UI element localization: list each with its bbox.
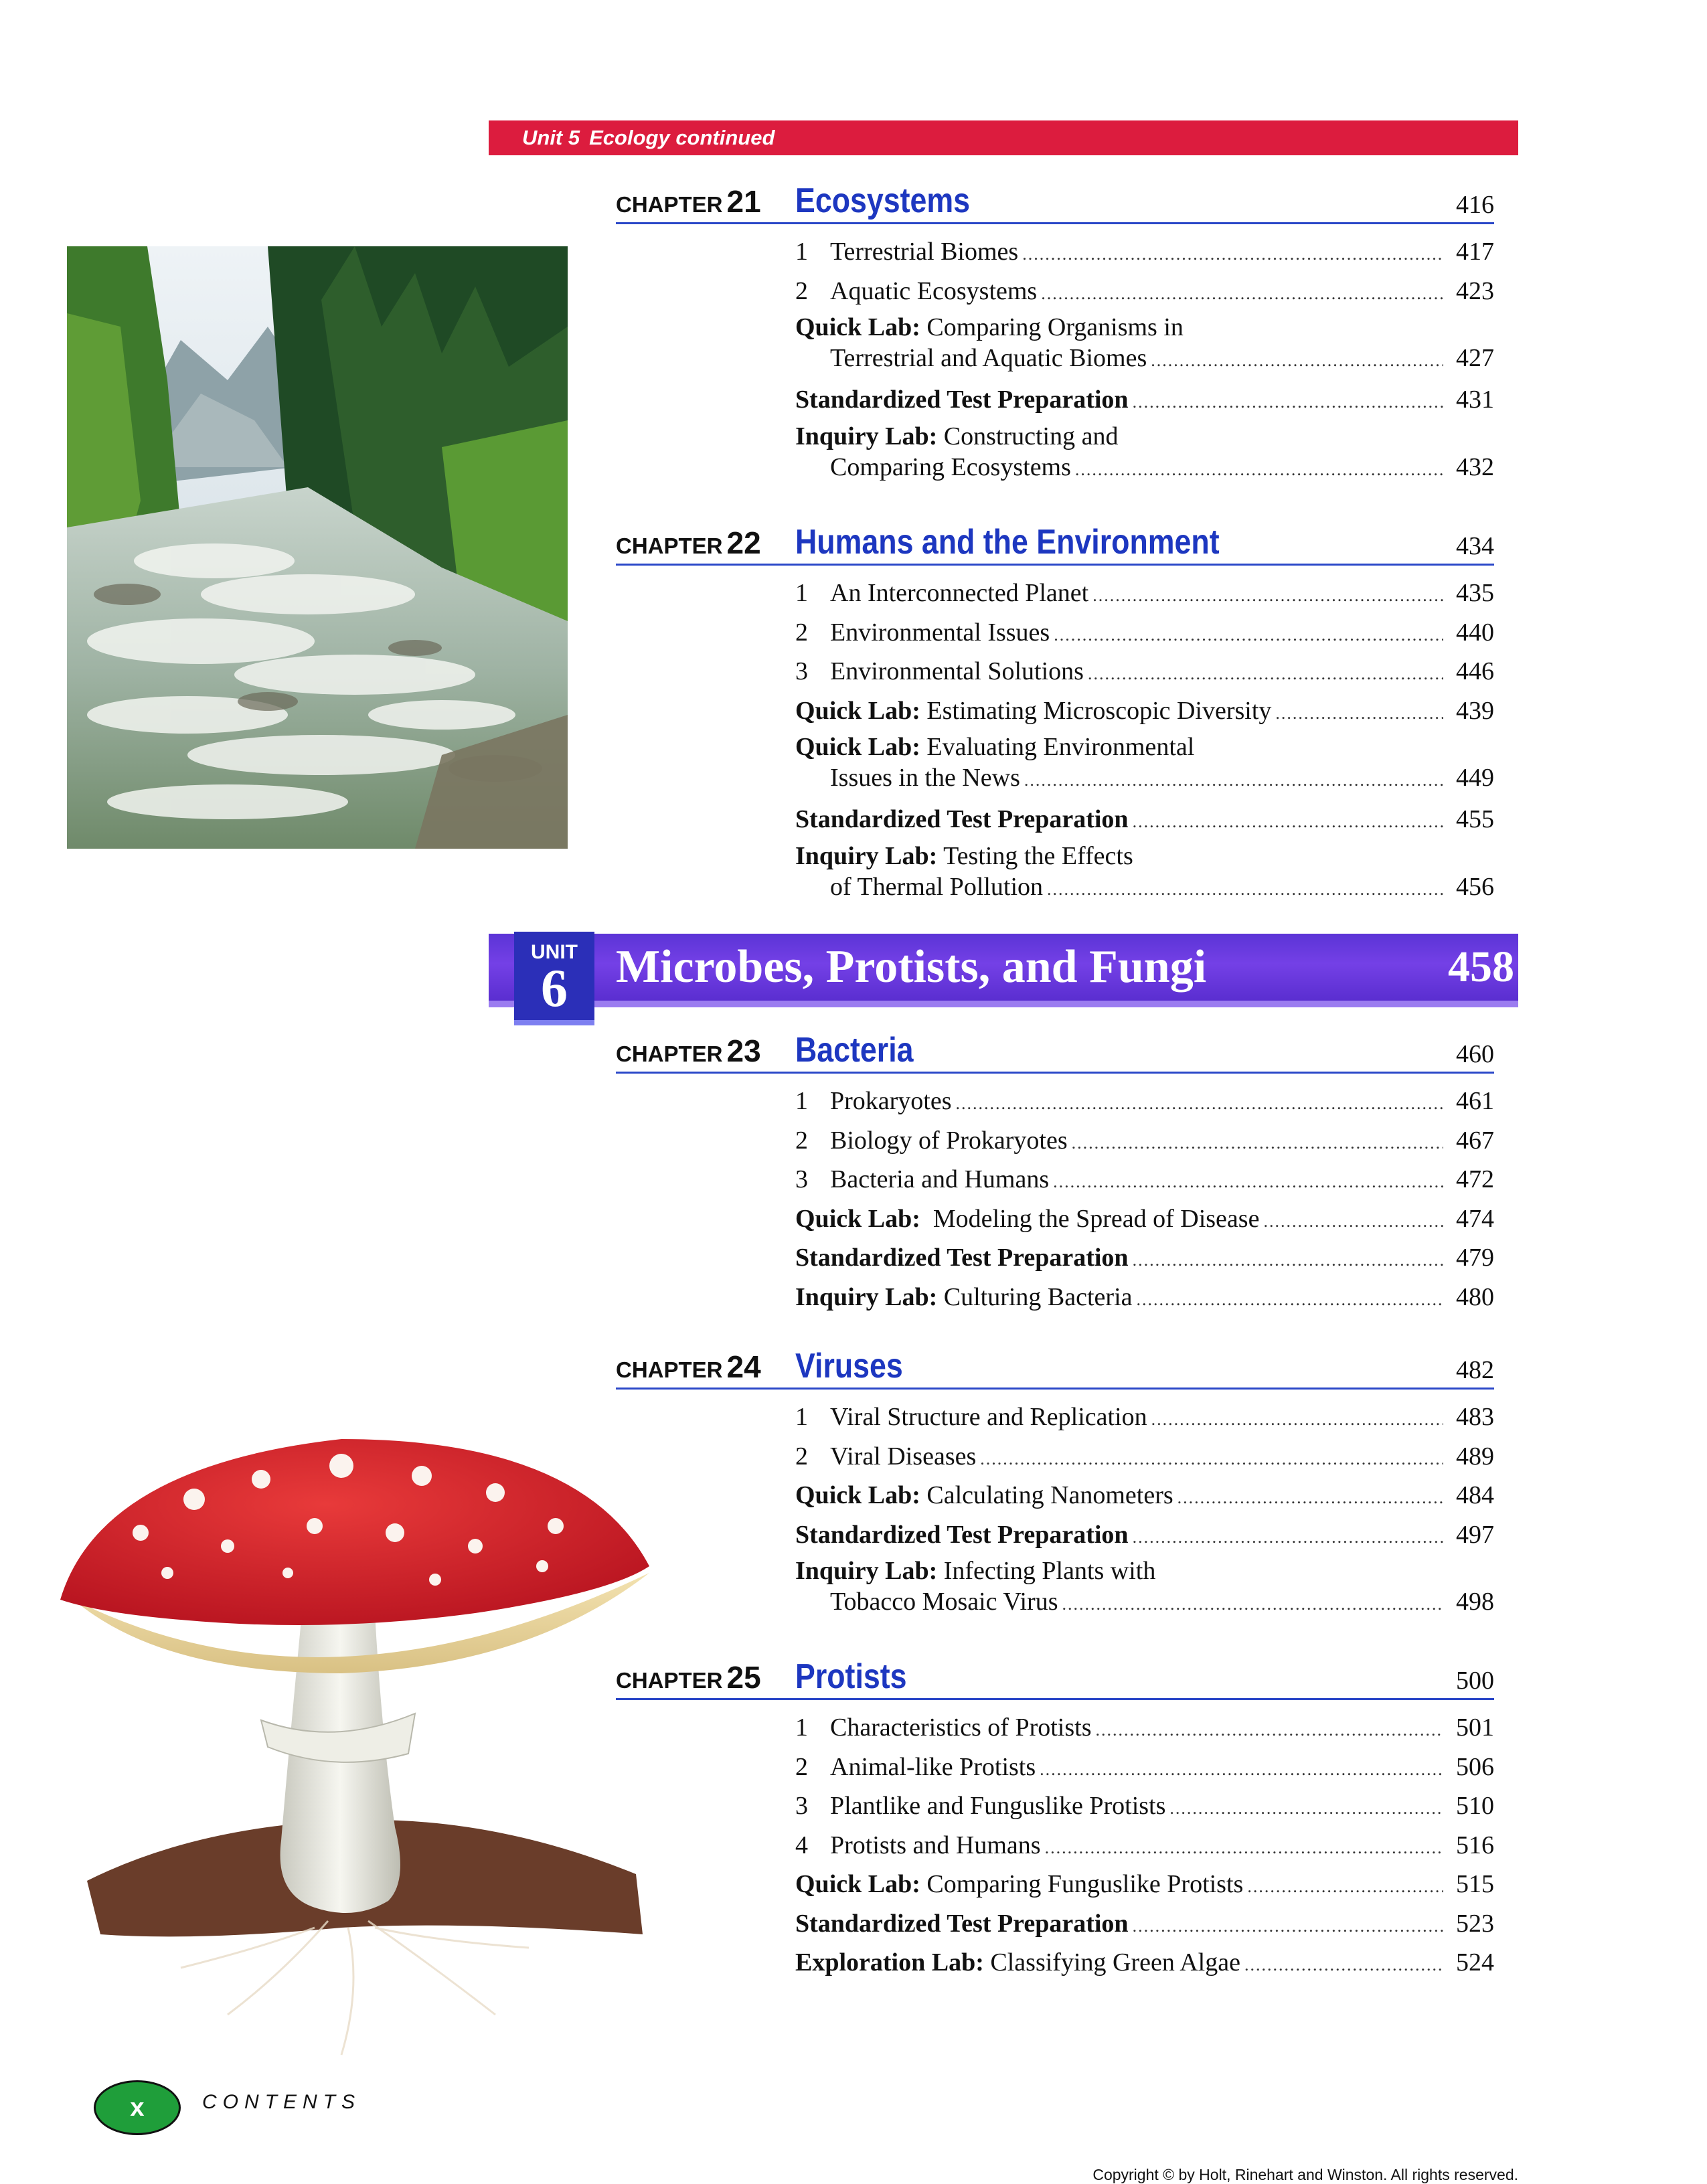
chapter-page: 434 (1456, 532, 1494, 560)
chapter-23 (616, 1031, 1494, 1318)
unit-5-subtitle: Ecology continued (589, 126, 775, 149)
toc-entry[interactable]: 2 Biology of Prokaryotes ..... 467 (795, 1122, 1494, 1162)
toc-entry[interactable]: 4 Protists and Humans ..... 516 (795, 1827, 1494, 1867)
chapter-number: 21 (726, 184, 761, 219)
toc-entry[interactable]: Quick Lab: Modeling the Spread of Disease ..... 474 (795, 1201, 1494, 1240)
chapter-page: 416 (1456, 191, 1494, 219)
toc-entry[interactable]: 1 Viral Structure and Replication ..... 483 (795, 1399, 1494, 1438)
toc-entry[interactable]: Standardized Test Preparation ..... 455 (795, 801, 1494, 841)
toc-entry[interactable]: Inquiry Lab: Constructing and Comparing Ecosystems ..... 432 (795, 421, 1494, 485)
chapter-22-header (616, 523, 1494, 566)
chapter-number: 25 (726, 1660, 761, 1695)
toc-entry[interactable]: Inquiry Lab: Culturing Bacteria ..... 480 (795, 1279, 1494, 1319)
chapter-24 (616, 1347, 1494, 1625)
unit-6-badge (514, 932, 594, 1025)
page-number-badge: x (94, 2080, 181, 2135)
chapter-25-header (616, 1657, 1494, 1700)
toc-entry[interactable]: Inquiry Lab: Infecting Plants with Tobacco Mosaic Virus ..... 498 (795, 1556, 1494, 1620)
toc-entry[interactable]: Quick Lab: Evaluating Environmental Issues in the News ..... 449 (795, 732, 1494, 796)
chapter-25 (616, 1657, 1494, 1984)
toc-entry[interactable]: 1 Prokaryotes ..... 461 (795, 1083, 1494, 1122)
unit-5-label: Unit 5 (522, 126, 580, 149)
toc-entry[interactable]: Quick Lab: Comparing Organisms in Terrestrial and Aquatic Biomes ..... 427 (795, 312, 1494, 376)
chapter-label: CHAPTER 23 (616, 1033, 761, 1068)
unit-number: 6 (541, 959, 568, 1018)
unit-label: UNIT (531, 941, 578, 963)
river-forest-photo (67, 246, 568, 849)
toc-entry[interactable]: 2 Aquatic Ecosystems ..... 423 (795, 273, 1494, 313)
toc-entry[interactable]: 3 Plantlike and Funguslike Protists ..... 510 (795, 1788, 1494, 1827)
chapter-label: CHAPTER 25 (616, 1660, 761, 1695)
unit-6-page: 458 (1448, 942, 1514, 991)
toc-entry[interactable]: 1 Characteristics of Protists ..... 501 (795, 1709, 1494, 1749)
toc-entry[interactable]: Standardized Test Preparation ..... 479 (795, 1240, 1494, 1279)
toc-entry[interactable]: Quick Lab: Comparing Funguslike Protists ..... 515 (795, 1866, 1494, 1906)
toc-entry[interactable]: 1 Terrestrial Biomes ..... 417 (795, 234, 1494, 273)
chapter-title[interactable]: Ecosystems (795, 181, 971, 220)
chapter-label: CHAPTER 22 (616, 525, 761, 560)
toc-entry[interactable]: Standardized Test Preparation ..... 431 (795, 382, 1494, 421)
amanita-mushroom-illustration (60, 1412, 663, 2082)
chapter-21 (616, 181, 1494, 491)
chapter-number: 23 (726, 1033, 761, 1068)
chapter-label: CHAPTER 21 (616, 184, 761, 219)
chapter-page: 460 (1456, 1040, 1494, 1068)
chapter-22 (616, 523, 1494, 910)
chapter-number: 24 (726, 1349, 761, 1384)
chapter-title[interactable]: Bacteria (795, 1031, 914, 1070)
toc-entry[interactable]: 3 Bacteria and Humans ..... 472 (795, 1161, 1494, 1201)
unit-6-title[interactable]: Microbes, Protists, and Fungi (616, 941, 1207, 993)
toc-entry[interactable]: Quick Lab: Estimating Microscopic Diversity ..... 439 (795, 693, 1494, 732)
chapter-21-header (616, 181, 1494, 224)
chapter-label: CHAPTER 24 (616, 1349, 761, 1384)
chapter-23-header (616, 1031, 1494, 1074)
copyright-notice: Copyright © by Holt, Rinehart and Winston. All rights reserved. (1092, 2166, 1518, 2183)
chapter-title[interactable]: Humans and the Environment (795, 523, 1220, 562)
toc-entry[interactable]: 1 An Interconnected Planet ..... 435 (795, 575, 1494, 614)
toc-entry[interactable]: 2 Viral Diseases ..... 489 (795, 1438, 1494, 1478)
chapter-24-header (616, 1347, 1494, 1390)
unit-5-header-bar (489, 120, 1518, 155)
toc-entry[interactable]: Standardized Test Preparation ..... 497 (795, 1517, 1494, 1556)
chapter-title[interactable]: Viruses (795, 1347, 903, 1385)
toc-entry[interactable]: 2 Animal-like Protists ..... 506 (795, 1749, 1494, 1788)
chapter-number: 22 (726, 525, 761, 560)
toc-entry[interactable]: 3 Environmental Solutions ..... 446 (795, 653, 1494, 693)
chapter-page: 482 (1456, 1356, 1494, 1384)
toc-entry[interactable]: Quick Lab: Calculating Nanometers ..... 484 (795, 1477, 1494, 1517)
contents-label: CONTENTS (202, 2091, 361, 2113)
toc-entry[interactable]: 2 Environmental Issues ..... 440 (795, 614, 1494, 654)
toc-entry[interactable]: Inquiry Lab: Testing the Effects of Thermal Pollution ..... 456 (795, 841, 1494, 905)
chapter-title[interactable]: Protists (795, 1657, 907, 1696)
toc-entry[interactable]: Exploration Lab: Classifying Green Algae ..... 524 (795, 1944, 1494, 1984)
toc-entry[interactable]: Standardized Test Preparation ..... 523 (795, 1906, 1494, 1945)
chapter-page: 500 (1456, 1667, 1494, 1695)
